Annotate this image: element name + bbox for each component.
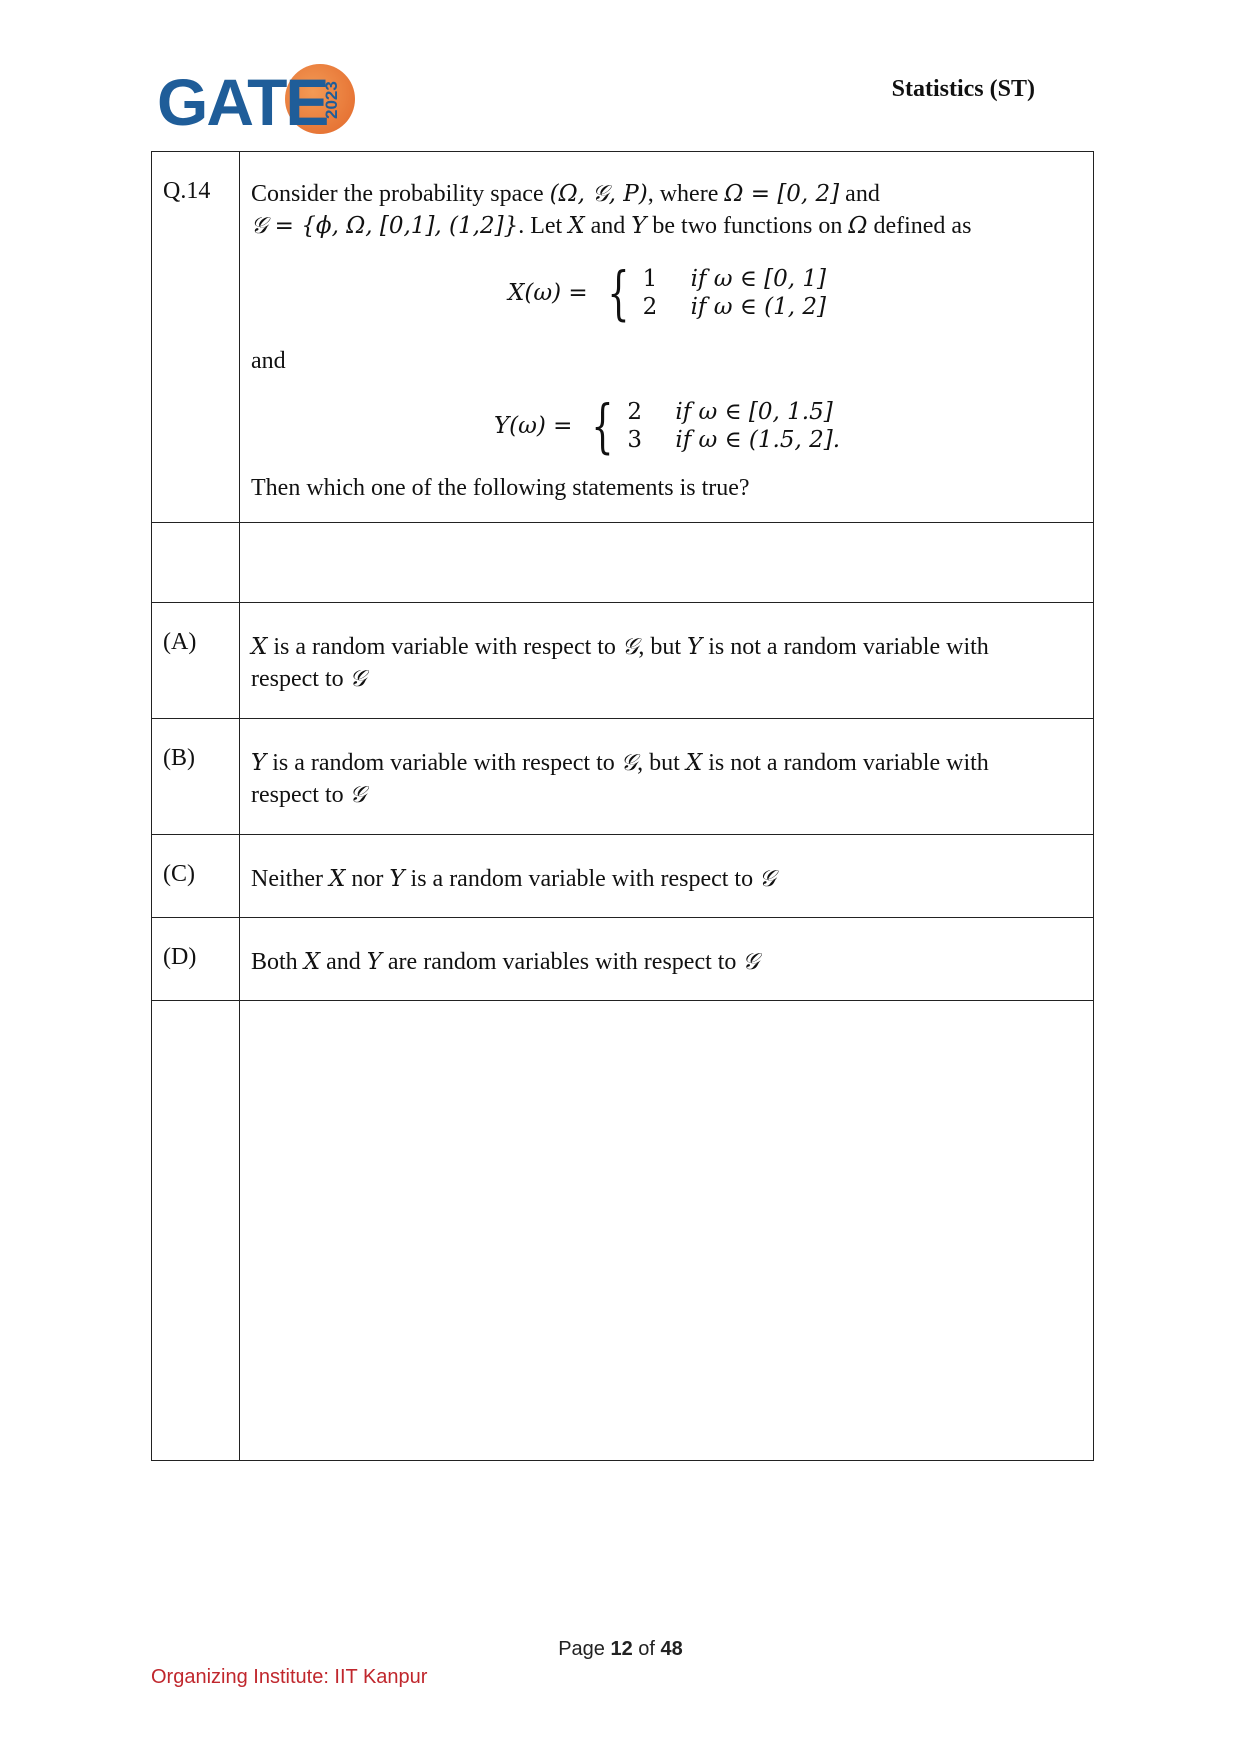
option-label: (B) (152, 719, 240, 835)
stem-line-1: Consider the probability space (Ω, 𝒢, P), where Ω = [0, 2] and (251, 181, 880, 207)
y-cases: 2 if ω ∈ [0, 1.5] 3 if ω ∈ (1.5, 2]. (627, 399, 841, 453)
option-text: X is a random variable with respect to 𝒢, but Y is not a random variable with respect to 𝒢 (240, 603, 1094, 719)
option-label: (D) (152, 918, 240, 1001)
and-text: and (251, 348, 286, 374)
omega-def: Ω = [0, 2] (724, 181, 840, 207)
left-brace: { (591, 392, 614, 460)
x-definition: X(ω) = { 1 if ω ∈ [0, 1] 2 if ω ∈ (1, 2] (508, 259, 826, 327)
option-d (152, 918, 1094, 1001)
subject-title: Statistics (ST) (891, 76, 1035, 102)
y-definition: Y(ω) = { 2 if ω ∈ [0, 1.5] 3 if ω ∈ (1.5, 2]. (493, 392, 841, 460)
logo-text: GATE (157, 65, 328, 139)
option-c (152, 835, 1094, 918)
question-number: Q.14 (152, 152, 240, 523)
question-prompt: Then which one of the following statements is true? (251, 475, 750, 501)
logo-year: 2023 (322, 81, 341, 119)
organizing-institute: Organizing Institute: IIT Kanpur (151, 1666, 428, 1688)
option-text: Y is a random variable with respect to 𝒢, but X is not a random variable with respect to 𝒢 (240, 719, 1094, 835)
x-cases: 1 if ω ∈ [0, 1] 2 if ω ∈ (1, 2] (642, 266, 826, 320)
option-b (152, 719, 1094, 835)
stem-line-2: 𝒢 = {ϕ, Ω, [0,1], (1,2]}. Let X and Y be two functions on Ω defined as (251, 213, 972, 239)
option-label: (C) (152, 835, 240, 918)
gate-logo (157, 62, 357, 142)
left-brace: { (607, 259, 630, 327)
empty-row (152, 523, 1094, 603)
question-row (152, 152, 1094, 523)
option-label: (A) (152, 603, 240, 719)
question-stem (240, 152, 1094, 523)
sigma-field-def: 𝒢 = {ϕ, Ω, [0,1], (1,2]} (251, 213, 519, 239)
page-number: Page 12 of 48 (558, 1638, 683, 1660)
option-text: Both X and Y are random variables with respect to 𝒢 (240, 918, 1094, 1001)
answer-space-row (152, 1001, 1094, 1461)
question-table (151, 151, 1094, 1461)
probability-space: (Ω, 𝒢, P) (549, 181, 648, 207)
option-text: Neither X nor Y is a random variable with respect to 𝒢 (240, 835, 1094, 918)
option-a (152, 603, 1094, 719)
